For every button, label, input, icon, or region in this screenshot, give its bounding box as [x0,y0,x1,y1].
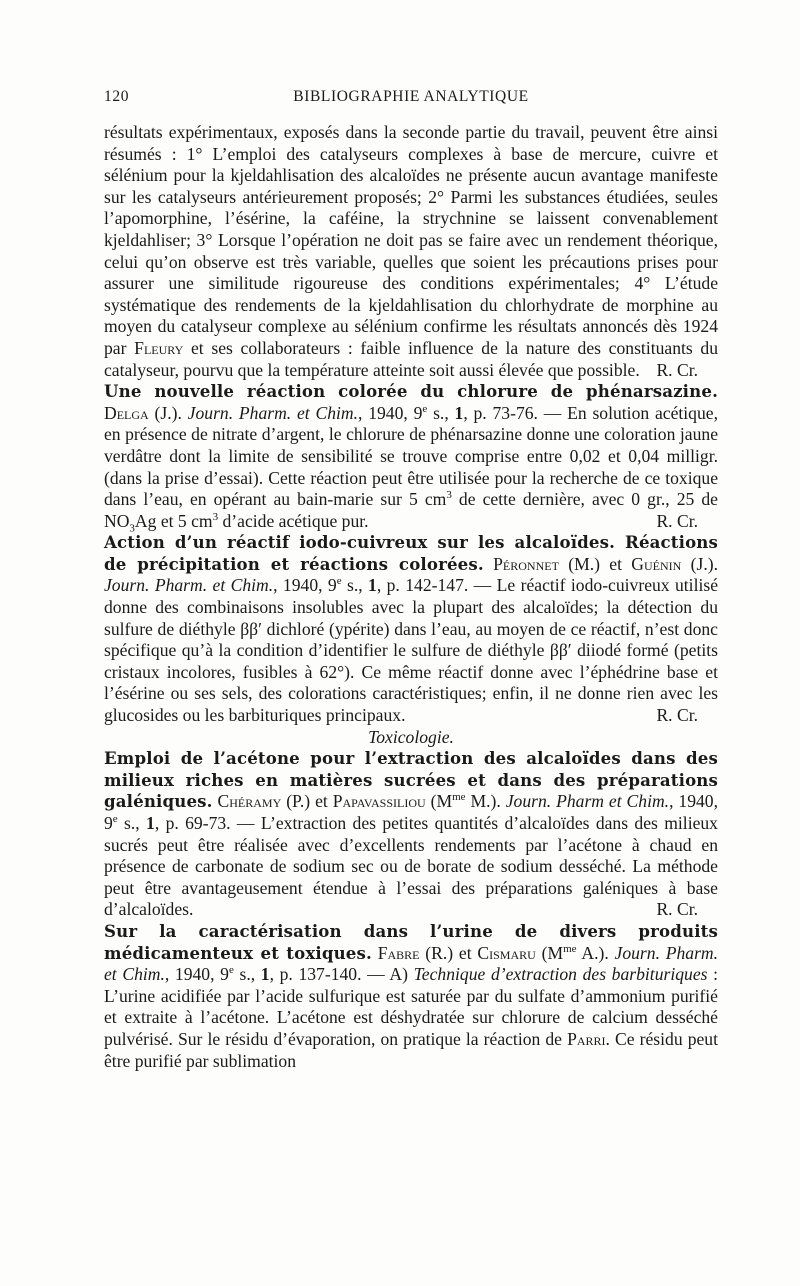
author-initials: M.). [465,791,501,812]
unit-superscript: 3 [446,489,452,502]
citation-year: , 1940, 9 [273,575,337,596]
citation-year: , 1940, 9 [104,791,718,833]
page-body [104,122,718,1072]
journal-name: Journ. Pharm. et Chim. [104,575,274,596]
signature: R. Cr. [656,705,698,726]
entry-text: de cette dernière, avec 0 gr., 25 de NO [104,489,718,531]
bibliography-entry-2 [104,532,718,726]
author-name: Fleury [134,337,184,358]
author-initials: (R.) et [425,942,472,963]
author-name: Parri [567,1028,606,1049]
formula-subscript: 3 [129,522,135,535]
bibliography-entry-1 [104,381,718,535]
entry-title: Sur la caractérisation dans l’urine de divers produits médicamenteux et toxiques. [104,920,718,963]
intro-text: résultats expérimentaux, exposés dans la seconde partie du travail, peuvent être ainsi résumés : 1° L’emploi des catalyseurs complexes à base de mercure, cuivre et sélénium pour la kjeldahlisation des alcaloïdes ne présente aucun avantage manifeste sur les catalyseurs antérieurement proposés; 2° Parmi les substances étudiées, seules l’apomorphine, l’ésérine, la caféine, la strychnine se laissent convenablement kjeldahliser; 3° Lorsque l’opération ne doit pas se faire avec un rendement théorique, celui qu’on observe est très variable, quelles que soient les précautions prises pour assurer une similitude rigoureuse des conditions expérimentales; 4° L’étude systématique des rendements de la kjeldahlisation du chlorhydrate de morphine au moyen du catalyseur complexe au sélénium confirme les résultats annoncés dès 1924 par [104,122,718,358]
series-superscript: e [228,964,234,977]
entry-title: Emploi de l’acétone pour l’extraction des alcaloïdes dans des milieux riches en matières sucrées et dans des préparations galéniques. [104,748,718,812]
citation-year: , 1940, 9 [358,402,423,423]
signature: R. Cr. [656,899,698,920]
signature: R. Cr. [656,359,698,380]
author-initials: (J.). [154,402,182,423]
page-header [104,88,718,112]
author-name: Guénin [631,553,682,574]
entry-text: Ag et 5 cm [134,510,213,531]
running-head: BIBLIOGRAPHIE ANALYTIQUE [293,88,529,105]
section-title: Toxicologie. [368,726,454,747]
intro-text-continued: et ses collaborateurs : faible influence de la nature des constituants du catalyseur, pourvu que la température atteinte soit aussi élevée que possible. [104,337,719,380]
author-name: Papavassiliou [332,791,426,812]
entry-title: Une nouvelle réaction colorée du chlorure de phénarsazine. [104,381,718,402]
citation-volume: 1 [260,964,270,985]
entry-text: , p. 137-140. — A) [269,964,408,985]
entry-title: Action d’un réactif iodo-cuivreux sur les alcaloïdes. Réactions de précipitation et réactions colorées. [104,532,718,574]
bibliography-entry-4 [104,921,718,1072]
citation-volume: 1 [146,813,155,833]
author-initials: (M.) et [568,553,622,574]
author-name: Fabre [377,942,420,963]
journal-name: Journ. Pharm. et Chim. [104,942,719,985]
author-name: Delga [104,402,149,423]
entry-text: , p. 142-147. — Le réactif iodo-cuivreux utilisé donne des combinaisons insolubles avec la plupart des alcaloïdes; la détection du sulfure de diéthyle ββ′ dichloré (ypérite) dans l’eau, au moyen de ce réactif, n’est donc spécifique qu’à la condition d’identifier le sulfure de diéthyle ββ′ diiodé formé (petits cristaux incolores, fusibles à 62°). Ce même réactif donne avec l’éphédrine base et l’ésérine ou ses sels, des colorations caractéristiques; enfin, il ne donne rien avec les glucosides ou les barbituriques principaux. [104,575,718,726]
author-name: Cismaru [477,942,536,963]
entry-subtitle: Technique d’extraction des barbituriques [413,964,708,985]
citation-volume: 1 [368,575,377,596]
title-superscript: me [563,942,577,955]
author-initials: A.). [576,942,609,963]
citation-year: , 1940, 9 [164,964,229,985]
citation-series: s., [233,964,261,985]
signature: R. Cr. [656,510,698,531]
page-number: 120 [104,88,130,105]
bibliography-entry-3 [104,748,718,921]
entry-text: d’acide acétique pur. [218,510,369,531]
entry-text: : L’urine acidifiée par l’acide sulfurique est saturée par du sulfate d’ammonium purifié et extraite à l’acétone. L’acétone est déshydratée sur chlorure de calcium desséché pulvérisé. Sur le résidu d’évaporation, on pratique la réaction de [104,964,719,1049]
author-initials: (P.) et [286,791,328,812]
author-initials: (M [541,942,564,963]
author-initials: (M [430,791,453,812]
citation-series: s., [341,575,369,596]
series-superscript: e [336,575,342,588]
entry-text: , p. 73-76. — En solution acétique, en présence de nitrate d’argent, le chlorure de phénarsazine donne une coloration jaune verdâtre dont la limite de sensibilité se trouve comprise entre 0,02 et 0,04 milligr. (dans la prise d’essai). Cette réaction peut être utilisée pour la recherche de ce toxique dans l’eau, en opérant au bain-marie sur 5 cm [104,402,718,510]
citation-series: s., [427,402,455,423]
author-initials: (J.). [690,553,719,574]
journal-name: Journ. Pharm. et Chim. [187,402,359,423]
entry-text: , p. 69-73. — L’extraction des petites quantités d’alcaloïdes dans des milieux sucrés peut être réalisée avec d’excellents rendements par l’acétone à chaud en présence de carbonate de sodium sec ou de borate de sodium desséché. La méthode peut être avantageusement étendue à l’essai des préparations galéniques à base d’alcaloïdes. [104,813,718,920]
citation-volume: 1 [454,402,464,423]
intro-paragraph [104,122,718,381]
series-superscript: e [422,402,428,415]
author-name: Chéramy [217,791,282,812]
unit-superscript: 3 [212,510,219,523]
series-superscript: e [112,813,118,826]
title-superscript: me [452,791,466,804]
journal-name: Journ. Pharm et Chim. [505,791,670,812]
author-name: Péronnet [493,553,559,574]
entry-text: . Ce résidu peut être purifié par sublimation [104,1028,718,1071]
citation-series: s., [117,813,147,833]
